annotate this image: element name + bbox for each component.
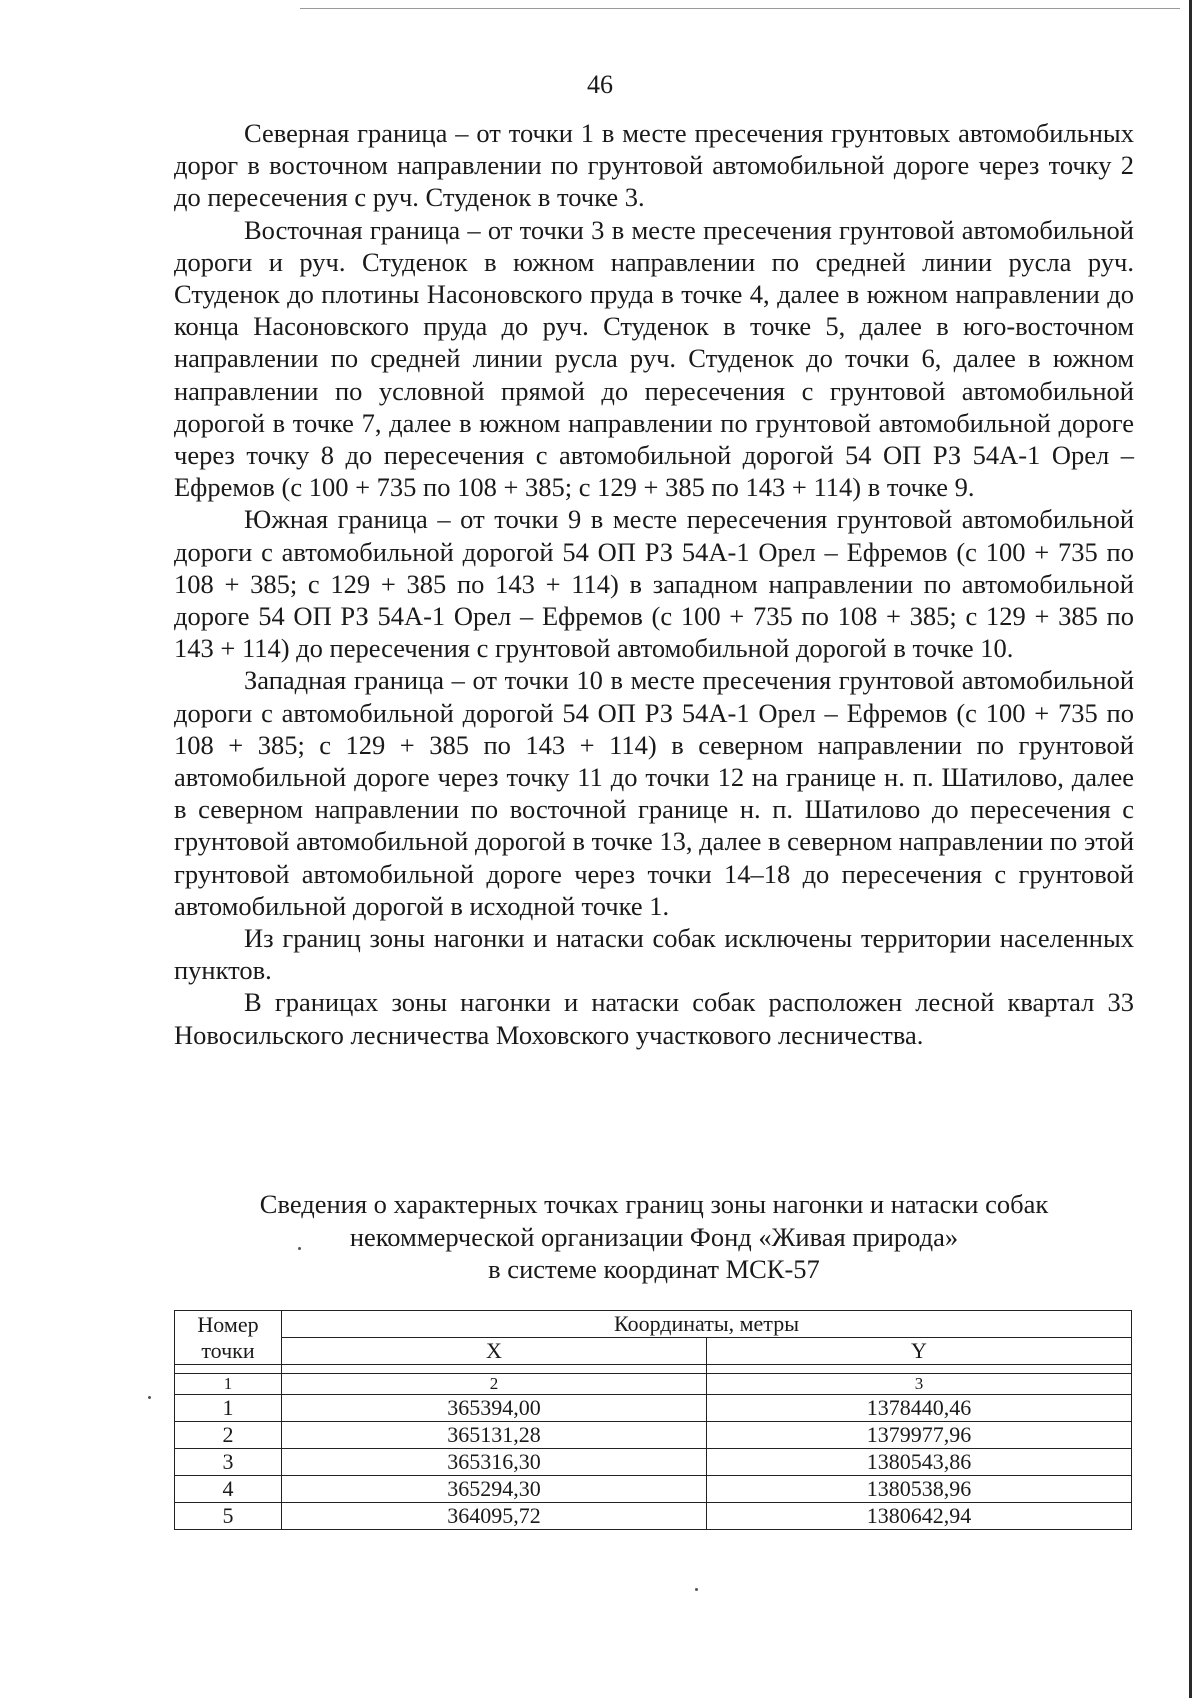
paragraph-east-border: Восточная граница – от точки 3 в месте пресечения грунтовой автомобильной дороги и руч. Студенок в южном направлении по средней линии русла руч. Студенок до плотины Насоновского пруда в точке 4, далее в южном направлении до конца Насоновского пруда до руч. Студенок в точке 5, далее в юго-восточном направлении по средней линии русла руч. Студенок до точки 6, далее в южном направлении по условной прямой до пересечения с грунтовой автомобильной дорогой в точке 7, далее в южном направлении по грунтовой автомобильной дороге через точку 8 до пересечения с автомобильной дорогой 54 ОП РЗ 54А-1 Орел – Ефремов (с 100 + 735 по 108 + 385; с 129 + 385 по 143 + 114) в точке 9. [174,214,1134,503]
point-number-cell: 1 [175,1395,282,1422]
column-index-cell: 2 [282,1374,707,1395]
scan-speck [298,1247,301,1250]
y-coordinate-cell: 1378440,46 [707,1395,1132,1422]
column-index-row [175,1374,1132,1395]
x-coordinate-cell: 364095,72 [282,1503,707,1530]
table-title-line-1: Сведения о характерных точках границ зоны нагонки и натаски собак [259,1189,1049,1219]
body-text [174,117,1134,1051]
y-coordinate-cell: 1380543,86 [707,1449,1132,1476]
header-y: Y [707,1338,1132,1365]
x-coordinate-cell: 365131,28 [282,1422,707,1449]
header-x: X [282,1338,707,1365]
coordinates-table [174,1310,1132,1530]
scan-right-edge [1189,0,1192,1698]
table-title [174,1188,1134,1286]
paragraph-forest-quarter: В границах зоны нагонки и натаски собак расположен лесной квартал 33 Новосильского лесничества Моховского участкового лесничества. [174,987,1134,1050]
paragraph-south-border: Южная граница – от точки 9 в месте пересечения грунтовой автомобильной дороги с автомобильной дорогой 54 ОП РЗ 54А-1 Орел – Ефремов (с 100 + 735 по 108 + 385; с 129 + 385 по 143 + 114) в западном направлении по автомобильной дороге 54 ОП РЗ 54А-1 Орел – Ефремов (с 100 + 735 по 108 + 385; с 129 + 385 по 143 + 114) до пересечения с грунтовой автомобильной дорогой в точке 10. [174,504,1134,664]
point-number-cell: 3 [175,1449,282,1476]
table-row [175,1503,1132,1530]
table-title-line-3: в системе координат МСК-57 [488,1254,820,1284]
paragraph-west-border: Западная граница – от точки 10 в месте пресечения грунтовой автомобильной дороги с автомобильной дорогой 54 ОП РЗ 54А-1 Орел – Ефремов (с 100 + 735 по 108 + 385; с 129 + 385 по 143 + 114) в северном направлении по грунтовой автомобильной дороге через точку 11 до точки 12 на границе н. п. Шатилово, далее в северном направлении по восточной границе н. п. Шатилово до пересечения с грунтовой автомобильной дорогой в точке 13, далее в северном направлении по этой грунтовой автомобильной дороге через точки 14–18 до пересечения с грунтовой автомобильной дорогой в исходной точке 1. [174,665,1134,921]
column-index-cell: 1 [175,1374,282,1395]
table-row [175,1476,1132,1503]
paragraph-exclusions: Из границ зоны нагонки и натаски собак исключены территории населенных пунктов. [174,923,1134,986]
scan-speck [148,1396,151,1399]
table-gap-row [175,1365,1132,1374]
point-number-cell: 2 [175,1422,282,1449]
point-number-cell: 4 [175,1476,282,1503]
y-coordinate-cell: 1380642,94 [707,1503,1132,1530]
paragraph-north-border: Северная граница – от точки 1 в месте пресечения грунтовых автомобильных дорог в восточном направлении по грунтовой автомобильной дороге через точку 2 до пересечения с руч. Студенок в точке 3. [174,118,1134,213]
scan-top-edge [300,8,1180,9]
table-row [175,1395,1132,1422]
page-number: 46 [587,70,613,99]
point-number-cell: 5 [175,1503,282,1530]
x-coordinate-cell: 365394,00 [282,1395,707,1422]
y-coordinate-cell: 1379977,96 [707,1422,1132,1449]
table-header-subrow [175,1338,1132,1365]
table-title-line-2: некоммерческой организации Фонд «Живая природа» [349,1221,959,1252]
x-coordinate-cell: 365316,30 [282,1449,707,1476]
x-coordinate-cell: 365294,30 [282,1476,707,1503]
column-index-cell: 3 [707,1374,1132,1395]
header-coordinates: Координаты, метры [282,1311,1132,1338]
y-coordinate-cell: 1380538,96 [707,1476,1132,1503]
table-row [175,1449,1132,1476]
table-header-row [175,1311,1132,1338]
scan-speck [695,1588,698,1591]
table-row [175,1422,1132,1449]
header-point-number: Номер точки [175,1311,282,1365]
